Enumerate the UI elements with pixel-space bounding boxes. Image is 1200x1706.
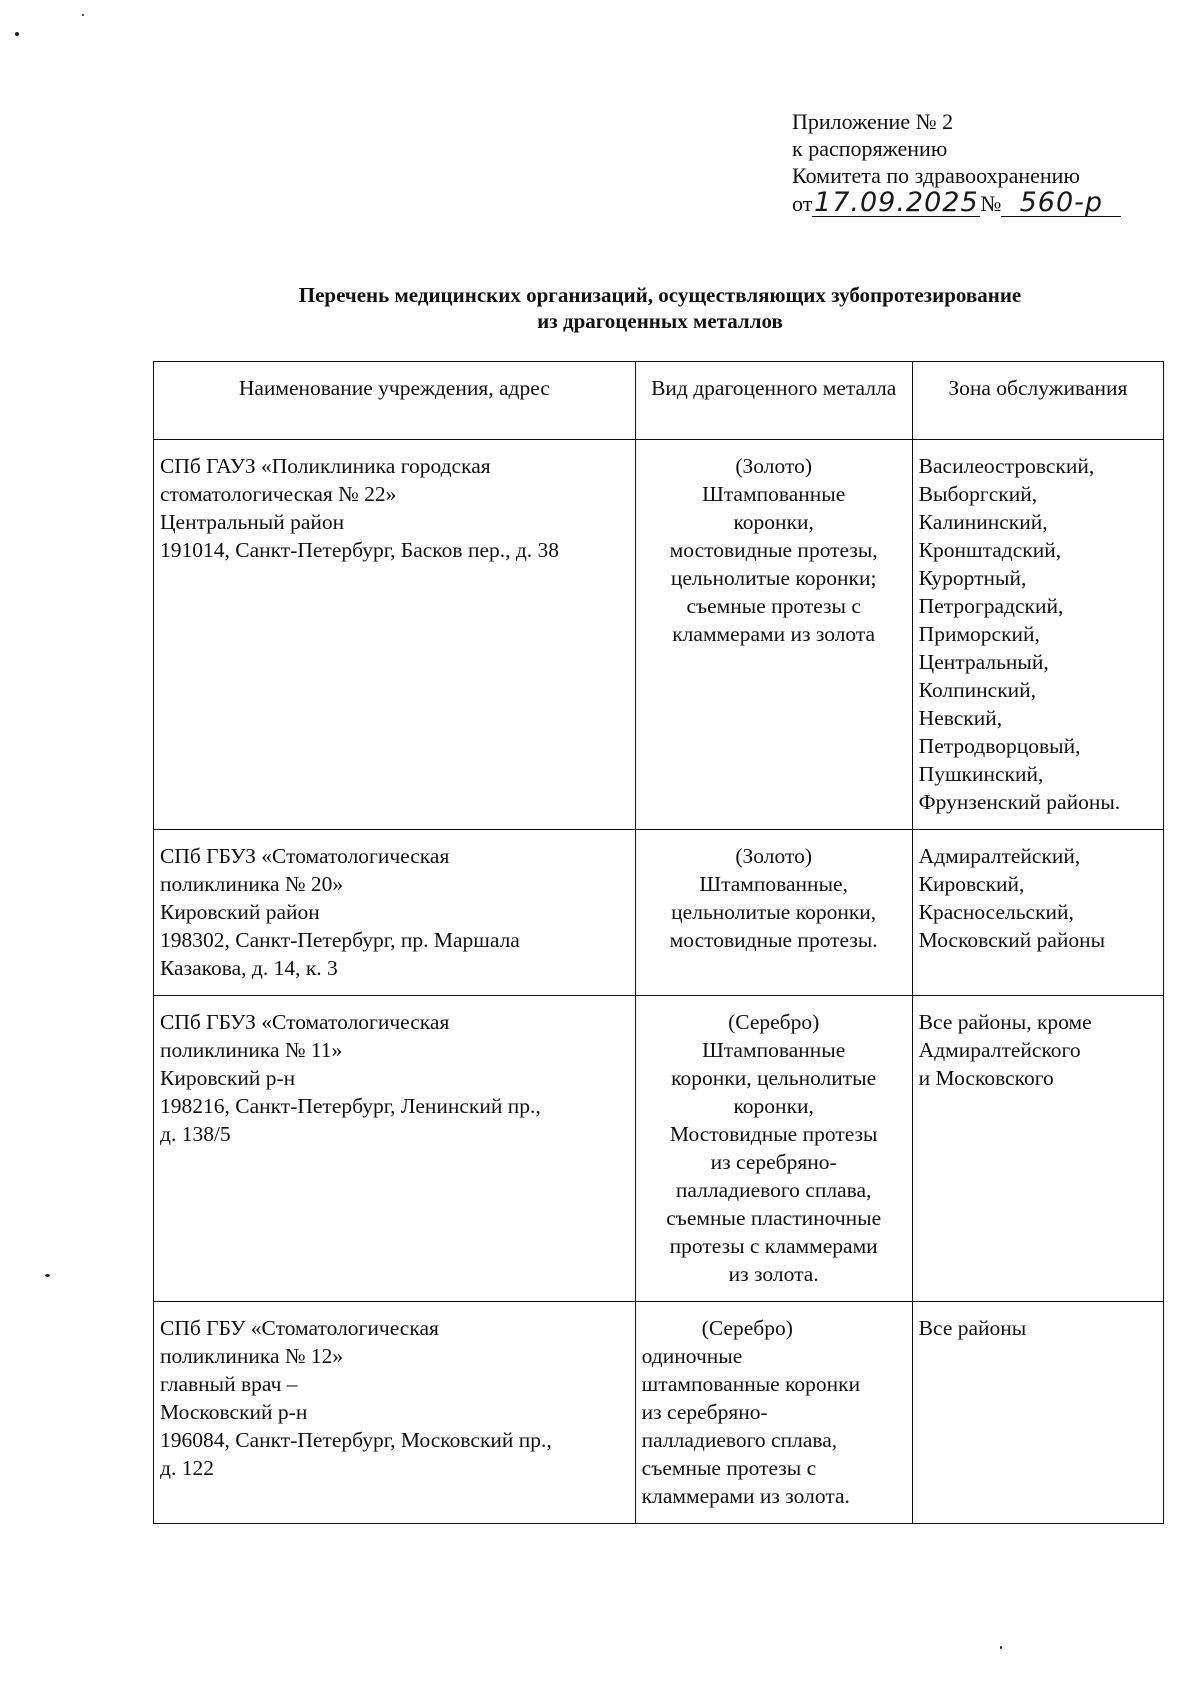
cell-line: поликлиника № 11» [160, 1038, 343, 1062]
cell-line: мостовидные протезы, [669, 538, 878, 562]
zone-cell [912, 996, 1163, 1302]
institution-cell [154, 1302, 636, 1524]
cell-line: 191014, Санкт-Петербург, Басков пер., д. 38 [160, 538, 560, 562]
scan-speck [45, 1274, 50, 1277]
cell-line: Адмиралтейский, [918, 844, 1081, 868]
cell-line: съемные пластиночные [666, 1206, 882, 1230]
institution-cell [154, 440, 636, 830]
cell-line: одиночные [641, 1344, 743, 1368]
scan-speck [15, 32, 19, 36]
appendix-committee: Комитета по здравоохранению [792, 163, 1080, 188]
appendix-number: Приложение № 2 [792, 109, 954, 134]
cell-line: Московский р-н [160, 1400, 308, 1424]
column-header-zone: Зона обслуживания [912, 362, 1163, 440]
cell-line: цельнолитые коронки, [671, 900, 877, 924]
cell-line: стоматологическая № 22» [160, 482, 397, 506]
table-row [154, 440, 1164, 830]
column-header-institution: Наименование учреждения, адрес [154, 362, 636, 440]
cell-line: Мостовидные протезы [669, 1122, 878, 1146]
cell-line: Выборгский, [918, 482, 1038, 506]
cell-line: протезы с кламмерами [669, 1234, 878, 1258]
cell-line: коронки, цельнолитые [671, 1066, 877, 1090]
cell-line: (Серебро) [701, 1316, 793, 1340]
cell-line: СПб ГБУЗ «Стоматологическая [160, 1010, 450, 1034]
metal-cell [635, 440, 912, 830]
document-title [150, 282, 1170, 334]
metal-cell [635, 830, 912, 996]
zone-cell [912, 1302, 1163, 1524]
cell-line: кламмерами из золота [672, 622, 876, 646]
cell-line: из серебряно- [710, 1150, 837, 1174]
cell-line: Фрунзенский районы. [918, 790, 1121, 814]
cell-line: Штампованные [702, 1038, 846, 1062]
cell-line: (Золото) [735, 454, 812, 478]
institution-cell [154, 830, 636, 996]
institution-cell [154, 996, 636, 1302]
metal-cell [635, 1302, 912, 1524]
cell-line: Кировский район [160, 900, 320, 924]
table-row [154, 996, 1164, 1302]
cell-line: Василеостровский, [918, 454, 1095, 478]
cell-line: д. 122 [160, 1456, 214, 1480]
cell-line: коронки, [733, 510, 814, 534]
cell-line: Калининский, [918, 510, 1048, 534]
cell-line: из золота. [728, 1262, 819, 1286]
cell-line: 198216, Санкт-Петербург, Ленинский пр., [160, 1094, 541, 1118]
number-prefix: № [980, 191, 1002, 216]
cell-line: Красносельский, [918, 900, 1074, 924]
appendix-to-order: к распоряжению [792, 136, 948, 161]
cell-line: Пушкинский, [918, 762, 1044, 786]
title-line: из драгоценных металлов [537, 309, 783, 333]
zone-cell [912, 830, 1163, 996]
cell-line: Центральный, [918, 650, 1049, 674]
cell-line: Петроградский, [918, 594, 1064, 618]
cell-line: Все районы, кроме [918, 1010, 1092, 1034]
cell-line: кламмерами из золота. [641, 1484, 850, 1508]
cell-line: Казакова, д. 14, к. 3 [160, 956, 338, 980]
cell-line: д. 138/5 [160, 1122, 231, 1146]
handwritten-number: 560-р [1001, 189, 1121, 217]
cell-line: мостовидные протезы. [669, 928, 878, 952]
cell-line: (Золото) [735, 844, 812, 868]
cell-line: съемные протезы с [686, 594, 861, 618]
table-header-row [154, 362, 1164, 440]
title-line: Перечень медицинских организаций, осуществляющих зубопротезирование [298, 283, 1022, 307]
zone-cell [912, 440, 1163, 830]
order-date-number [792, 189, 1121, 217]
cell-line: Невский, [918, 706, 1003, 730]
cell-line: Адмиралтейского [918, 1038, 1081, 1062]
cell-line: Кировский, [918, 872, 1025, 896]
cell-line: Кировский р-н [160, 1066, 296, 1090]
cell-line: штампованные коронки [641, 1372, 861, 1396]
cell-line: и Московского [918, 1066, 1054, 1090]
cell-line: Петродворцовый, [918, 734, 1081, 758]
cell-line: (Серебро) [728, 1010, 820, 1034]
appendix-header [792, 108, 1121, 217]
cell-line: поликлиника № 20» [160, 872, 344, 896]
organizations-table [153, 361, 1164, 1524]
cell-line: Штампованные [702, 482, 846, 506]
cell-line: 196084, Санкт-Петербург, Московский пр., [160, 1428, 552, 1452]
scan-speck [1000, 1646, 1002, 1649]
cell-line: главный врач – [160, 1372, 298, 1396]
cell-line: палладиевого сплава, [641, 1428, 838, 1452]
cell-line: СПб ГБУЗ «Стоматологическая [160, 844, 450, 868]
cell-line: из серебряно- [641, 1400, 768, 1424]
column-header-metal: Вид драгоценного металла [635, 362, 912, 440]
cell-line: Штампованные, [699, 872, 848, 896]
cell-line: съемные протезы с [641, 1456, 817, 1480]
table-row [154, 830, 1164, 996]
metal-cell [635, 996, 912, 1302]
cell-line: коронки, [733, 1094, 814, 1118]
cell-line: Московский районы [918, 928, 1106, 952]
cell-line: палладиевого сплава, [675, 1178, 872, 1202]
table-row [154, 1302, 1164, 1524]
cell-line: Колпинский, [918, 678, 1037, 702]
cell-line: СПб ГАУЗ «Поликлиника городская [160, 454, 491, 478]
cell-line: СПб ГБУ «Стоматологическая [160, 1316, 439, 1340]
cell-line: 198302, Санкт-Петербург, пр. Маршала [160, 928, 520, 952]
date-prefix: от [792, 191, 813, 216]
cell-line: Центральный район [160, 510, 345, 534]
cell-line: поликлиника № 12» [160, 1344, 344, 1368]
cell-line: Все районы [918, 1316, 1027, 1340]
cell-line: Приморский, [918, 622, 1040, 646]
cell-line: цельнолитые коронки; [670, 566, 877, 590]
handwritten-date: 17.09.2025 [814, 187, 979, 218]
scan-speck [82, 14, 84, 16]
cell-line: Кронштадский, [918, 538, 1062, 562]
cell-line: Курортный, [918, 566, 1027, 590]
